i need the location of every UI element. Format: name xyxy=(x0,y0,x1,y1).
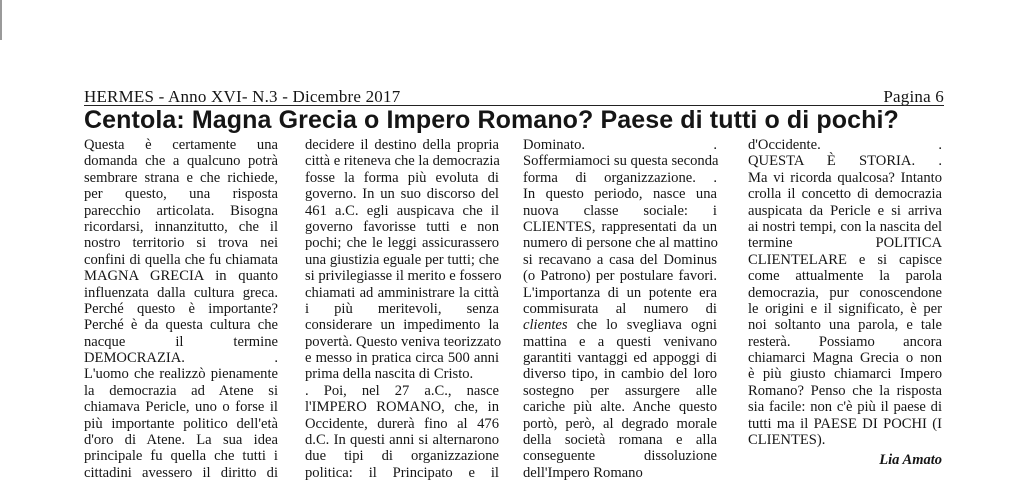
text-line: una giustizia eguale per tutti; che xyxy=(305,251,499,268)
text-line: sostegno per assurgere alle xyxy=(523,382,717,399)
text-line: le origini e il significato, è per xyxy=(748,300,942,317)
text-line: l'IMPERO ROMANO, che, in xyxy=(305,399,499,416)
text-line: città e riteneva che la democrazia xyxy=(305,153,500,170)
text-line: più importante politico dell'età xyxy=(84,415,278,432)
text-line: Occidente, durerà fino al 476 xyxy=(305,415,499,432)
text-line: dell'Impero Romano xyxy=(523,464,643,481)
text-line: tutti ma il PAESE DI POCHI (I xyxy=(748,415,942,432)
text-line: Dominato. . xyxy=(523,137,717,153)
text-line: d'Occidente. . xyxy=(748,137,942,153)
text-line: noi soltanto una parola, e tale xyxy=(748,317,942,334)
text-line: commisurata al numero di xyxy=(523,300,717,317)
italic-term: clientes xyxy=(523,317,568,334)
text-line: QUESTA È STORIA. . xyxy=(748,153,942,170)
text-line: come attualmente la parola xyxy=(748,268,942,285)
text-line: CLIENTES, rappresentati da un xyxy=(523,218,717,235)
text-line: (o Patrono) per postulare favori. xyxy=(523,268,717,285)
text-line: CLIENTELARE e si capisce xyxy=(748,251,942,268)
page-number: Pagina 6 xyxy=(883,87,944,106)
text-line: cittadini avessero il diritto di xyxy=(84,464,278,481)
text-line: chiamarci Magna Grecia o non xyxy=(748,350,942,367)
text-line: considerare un impedimento la xyxy=(305,317,499,334)
text-line: governo favorisse tutti e non xyxy=(305,218,499,235)
text-line: DEMOCRAZIA. . xyxy=(84,350,278,367)
text-line: d.C. In questi anni si alternarono xyxy=(305,432,499,449)
text-line: i più meritevoli, senza xyxy=(305,300,499,317)
text-line: L'importanza di un potente era xyxy=(523,284,717,301)
text-line: d'oro di Atene. La sua idea xyxy=(84,432,278,449)
text-line: principale fu quella che tutti i xyxy=(84,448,278,465)
text-line: L'uomo che realizzò pienamente xyxy=(84,366,278,383)
text-line: resterà. Possiamo ancora xyxy=(748,333,942,350)
text-line: fosse la forma più evoluta di xyxy=(305,169,499,186)
author-byline: Lia Amato xyxy=(879,452,942,468)
text-line: 461 a.C. egli auspicava che il xyxy=(305,202,499,219)
text-line: In questo periodo, nasce una xyxy=(523,186,717,203)
text-line: nacque il termine xyxy=(84,333,278,350)
text-line: Perché è da questa cultura che xyxy=(84,317,278,334)
text-line: mattina e a questi venivano xyxy=(523,333,717,350)
text-line: clientes che lo svegliava ogni xyxy=(523,317,717,334)
scan-edge-mark xyxy=(0,0,2,40)
text-line: prima della nascita di Cristo. xyxy=(305,366,474,383)
text-line: si recavano a casa del Dominus xyxy=(523,251,717,268)
text-line: decidere il destino della propria xyxy=(305,137,499,153)
text-line: auspicata da Pericle e si arriva xyxy=(748,202,942,219)
text-line: MAGNA GRECIA in quanto xyxy=(84,268,278,285)
text-line: pochi; che le leggi assicurassero xyxy=(305,235,499,252)
text-line: ai nostri tempi, con la nascita del xyxy=(748,218,942,235)
text-line: chiamati ad amministrare la città xyxy=(305,284,499,301)
text-line: garantiti vantaggi ed appoggi di xyxy=(523,350,717,367)
text-line: è più giusto chiamarci Impero xyxy=(748,366,942,383)
text-line: nuova classe sociale: i xyxy=(523,202,717,219)
text-line: chiamava Pericle, uno o forse il xyxy=(84,399,278,416)
text-line: CLIENTES). xyxy=(748,432,826,449)
text-line: domanda che a qualcuno potrà xyxy=(84,153,278,170)
text-line: forma di organizzazione. . xyxy=(523,169,717,186)
text-line: cariche più alte. Anche questo xyxy=(523,399,717,416)
text-line: Soffermiamoci su questa seconda xyxy=(523,153,719,170)
text-line: la democrazia ad Atene si xyxy=(84,382,278,399)
article-column-3 xyxy=(523,137,719,481)
text-line: influenzata dalla cultura greca. xyxy=(84,284,278,301)
text-line: povertà. Questo veniva teorizzato xyxy=(305,333,502,350)
text-line: democrazia, pur conoscendone xyxy=(748,284,942,301)
article-headline: Centola: Magna Grecia o Impero Romano? Paese di tutti o di pochi? xyxy=(84,106,899,134)
text-line: per questo, una risposta xyxy=(84,186,278,203)
text-line: Perché questo è importante? xyxy=(84,300,278,317)
text-line: sembrare strana e che richiede, xyxy=(84,169,278,186)
text-line: portò, però, al degrado morale xyxy=(523,415,717,432)
text-line: sia facile: non c'è più il paese di xyxy=(748,399,942,416)
text-line: ricordarsi, innanzitutto, che il xyxy=(84,218,278,235)
text-line: diverso tipo, in cambio del loro xyxy=(523,366,717,383)
text-line: della società romana e alla xyxy=(523,432,717,449)
text-line: Ma vi ricorda qualcosa? Intanto xyxy=(748,169,942,186)
text-line: nostro territorio si trova nei xyxy=(84,235,278,252)
text-line: . Poi, nel 27 a.C., nasce xyxy=(305,382,499,399)
publication-info: HERMES - Anno XVI- N.3 - Dicembre 2017 xyxy=(84,87,401,106)
text-line: crolla il concetto di democrazia xyxy=(748,186,942,203)
text-line: Romano? Penso che la risposta xyxy=(748,382,942,399)
text-line: numero di persone che al mattino xyxy=(523,235,718,252)
text-line: due tipi di organizzazione xyxy=(305,448,499,465)
text-line: e messo in pratica circa 500 anni xyxy=(305,350,499,367)
article-column-1 xyxy=(84,137,278,481)
text-line: politica: il Principato e il xyxy=(305,464,499,481)
text-line: parecchio articolata. Bisogna xyxy=(84,202,278,219)
page-header xyxy=(84,88,944,106)
text-line: governo. In un suo discorso del xyxy=(305,186,499,203)
text-line: termine POLITICA xyxy=(748,235,942,252)
article-column-2 xyxy=(305,137,502,481)
text-line: confini di quella che fu chiamata xyxy=(84,251,278,268)
article-column-4 xyxy=(748,137,942,472)
text-line: Questa è certamente una xyxy=(84,137,278,153)
text-line: si privilegiasse il merito e fossero xyxy=(305,268,502,285)
text-line: conseguente dissoluzione xyxy=(523,448,717,465)
